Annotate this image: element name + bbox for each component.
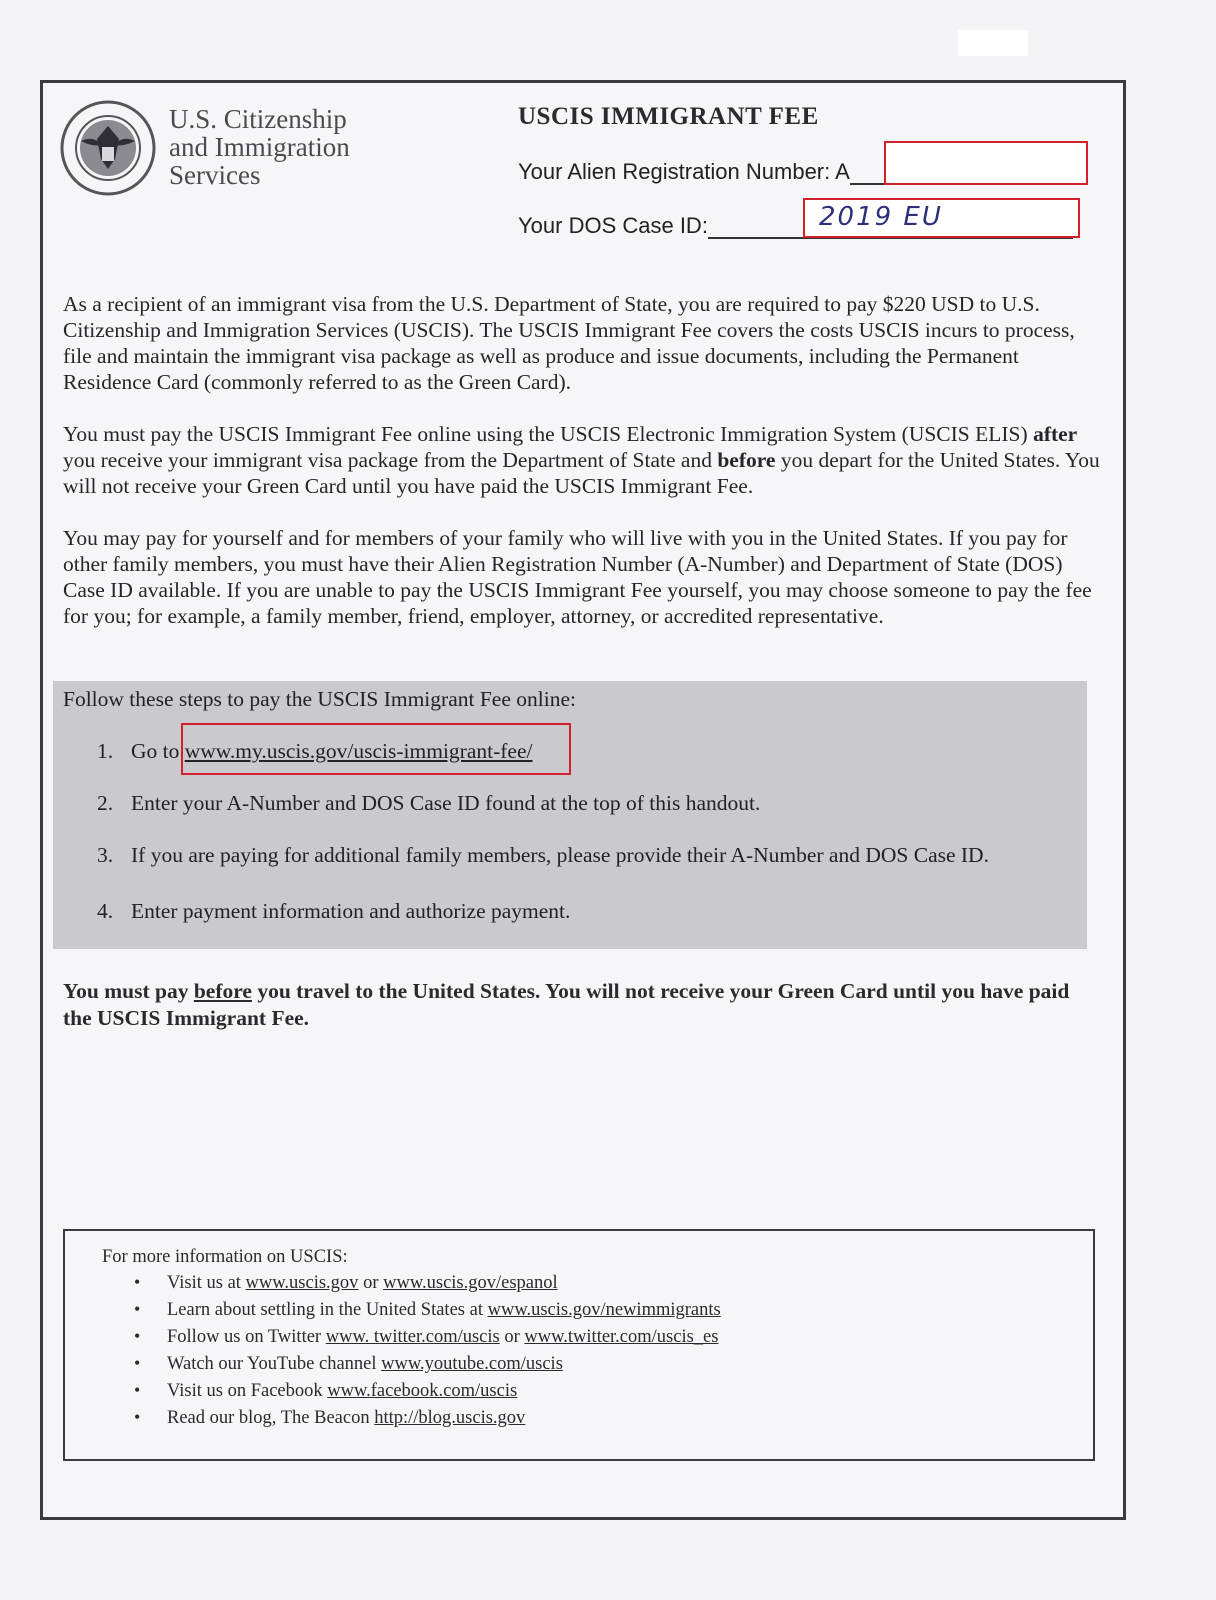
payment-timing-paragraph (63, 421, 1103, 499)
step-text: Go to (131, 739, 180, 763)
step-2 (97, 791, 760, 816)
info-text: Read our blog, The Beacon (167, 1408, 370, 1428)
list-item (101, 1354, 721, 1381)
p2-text-c: you depart for the United States. You will not receive your Green Card until you have paid the USCIS Immigrant Fee. (63, 448, 1100, 498)
blog-link[interactable]: http://blog.uscis.gov (374, 1408, 526, 1428)
more-info-title: For more information on USCIS: (102, 1247, 348, 1267)
bullet: • (134, 1353, 141, 1373)
bullet: • (134, 1407, 141, 1427)
bullet: • (134, 1326, 141, 1346)
uscis-link[interactable]: www.uscis.gov (245, 1273, 359, 1293)
warning-before-emphasis: before (193, 979, 252, 1003)
list-item (101, 1327, 721, 1354)
twitter-es-link[interactable]: www.twitter.com/uscis_es (524, 1327, 719, 1347)
info-text: Visit us at (167, 1273, 241, 1293)
info-connector: or (363, 1273, 379, 1293)
more-info-box (63, 1229, 1095, 1461)
p2-after-emphasis: after (1033, 422, 1078, 446)
list-item (101, 1408, 721, 1435)
step-number: 2. (97, 791, 114, 815)
steps-section (53, 681, 1087, 949)
bullet: • (134, 1380, 141, 1400)
facebook-link[interactable]: www.facebook.com/uscis (327, 1381, 518, 1401)
info-text: Follow us on Twitter (167, 1327, 322, 1347)
alien-number-redaction (884, 141, 1088, 185)
warning-text-a: You must pay (63, 979, 189, 1003)
step-number: 1. (97, 739, 114, 763)
twitter-link[interactable]: www. twitter.com/uscis (325, 1327, 500, 1347)
agency-line-3: Services (169, 160, 261, 190)
more-info-list (101, 1273, 721, 1435)
page-title: USCIS IMMIGRANT FEE (518, 103, 819, 130)
p2-text-b: you receive your immigrant visa package from the Department of State and (63, 448, 712, 472)
warning-notice (63, 978, 1103, 1032)
alien-number-label: Your Alien Registration Number: A (518, 159, 850, 184)
new-immigrants-link[interactable]: www.uscis.gov/newimmigrants (487, 1300, 721, 1320)
steps-intro: Follow these steps to pay the USCIS Immigrant Fee online: (63, 687, 576, 711)
youtube-link[interactable]: www.youtube.com/uscis (381, 1354, 563, 1374)
p2-text-a: You must pay the USCIS Immigrant Fee online using the USCIS Electronic Immigration System (USCIS ELIS) (63, 422, 1028, 446)
info-text: Visit us on Facebook (167, 1381, 323, 1401)
list-item (101, 1381, 721, 1408)
p2-before-emphasis: before (717, 448, 776, 472)
family-payment-paragraph: You may pay for yourself and for members of your family who will live with you in the United States. If you pay for other family members, you must have their Alien Registration Number (A-Number) and Department of State (DOS) Case ID available. If you are unable to pay the USCIS Immigrant Fee yourself, you may choose someone to pay the fee for you; for example, a family member, friend, employer, attorney, or accredited representative. (63, 526, 1092, 628)
info-text: Learn about settling in the United States at (167, 1300, 483, 1320)
immigrant-fee-link[interactable]: www.my.uscis.gov/uscis-immigrant-fee/ (184, 739, 533, 763)
corner-redaction (958, 30, 1028, 56)
step-number: 3. (97, 843, 114, 867)
step-3 (97, 843, 989, 868)
url-highlight-box (181, 723, 571, 775)
step-number: 4. (97, 899, 114, 923)
fee-explanation-paragraph: As a recipient of an immigrant visa from the U.S. Department of State, you are required to pay $220 USD to U.S. Citizenship and Immigration Services (USCIS). The USCIS Immigrant Fee covers the costs USCIS incurs to process, file and maintain the immigrant visa package as well as produce and issue documents, including the Permanent Residence Card (commonly referred to as the Green Card). (63, 292, 1075, 394)
document-frame (40, 80, 1126, 1520)
step-text: Enter payment information and authorize payment. (131, 899, 571, 923)
dos-case-label: Your DOS Case ID: (518, 213, 708, 238)
bullet: • (134, 1299, 141, 1319)
dos-case-redaction (803, 198, 1080, 238)
uscis-espanol-link[interactable]: www.uscis.gov/espanol (383, 1273, 558, 1293)
step-text: Enter your A-Number and DOS Case ID found at the top of this handout. (131, 791, 761, 815)
info-text: Watch our YouTube channel (167, 1354, 377, 1374)
agency-name (169, 105, 350, 189)
bullet: • (134, 1272, 141, 1292)
list-item (101, 1273, 721, 1300)
dos-case-handwritten-value: 2019 EU (819, 202, 943, 232)
list-item (101, 1300, 721, 1327)
info-connector: or (504, 1327, 520, 1347)
warning-text-b: you travel to the United States. You will not receive your Green Card until you have paid the USCIS Immigrant Fee. (63, 979, 1070, 1030)
step-4 (97, 899, 570, 924)
agency-line-2: and Immigration (169, 132, 350, 162)
dhs-seal-icon (59, 99, 157, 197)
step-text: If you are paying for additional family members, please provide their A-Number and DOS Case ID. (131, 843, 989, 867)
agency-line-1: U.S. Citizenship (169, 104, 347, 134)
